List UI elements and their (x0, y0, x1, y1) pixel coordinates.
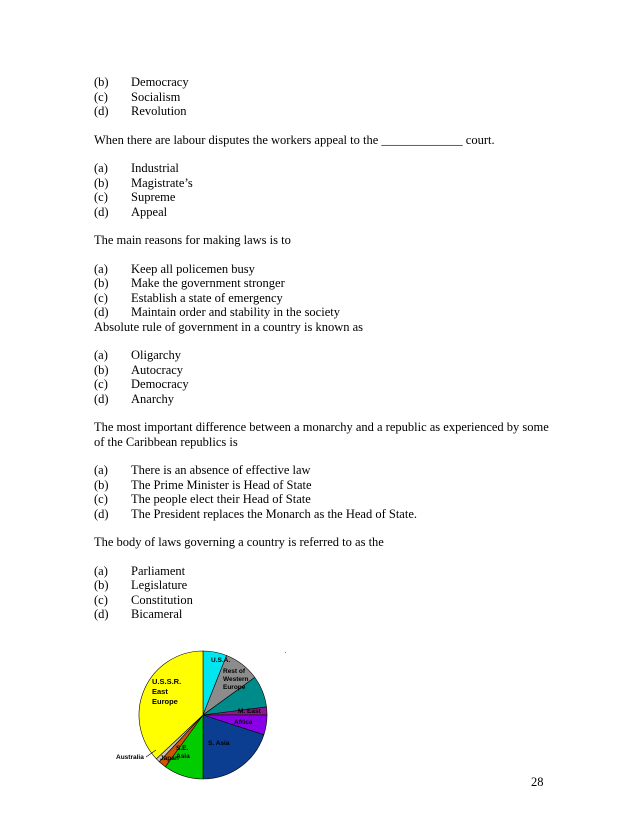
option-letter: (a) (94, 161, 108, 175)
option-row (94, 593, 554, 608)
option-letter: (d) (94, 506, 109, 521)
option-letter: (a) (94, 463, 108, 477)
option-text: The Prime Minister is Head of State (131, 477, 312, 492)
option-letter: (d) (94, 104, 109, 118)
pie-slice-label: Rest of Western Europe (223, 668, 249, 691)
option-letter: (a) (94, 261, 108, 276)
option-row (94, 291, 554, 306)
option-text: Industrial (131, 161, 179, 175)
option-letter: (c) (94, 492, 108, 506)
option-text: Maintain order and stability in the society (131, 305, 340, 319)
option-text: Oligarchy (131, 348, 181, 362)
question-text: The most important difference between a monarchy and a republic as experienced by some of the Caribbean republics is (94, 420, 549, 449)
option-letter: (d) (94, 607, 109, 621)
option-row (94, 305, 554, 320)
option-text: Constitution (131, 592, 193, 607)
option-letter: (c) (94, 290, 108, 305)
options-list (94, 564, 554, 622)
option-letter: (b) (94, 276, 109, 290)
option-letter: (a) (94, 563, 108, 578)
option-letter: (c) (94, 190, 108, 204)
option-text: Democracy (131, 377, 189, 391)
pie-slice-label: S. Asia (208, 740, 230, 747)
options-list (94, 262, 554, 320)
question-text: When there are labour disputes the workers appeal to the _____________ court. (94, 132, 495, 147)
option-row (94, 478, 554, 493)
option-text: Democracy (131, 75, 189, 89)
option-letter: (b) (94, 578, 109, 592)
options-list (94, 463, 554, 521)
option-text: The President replaces the Monarch as the Head of State. (131, 506, 418, 521)
option-text: Supreme (131, 190, 176, 204)
option-row (94, 161, 554, 176)
question-text: The main reasons for making laws is to (94, 233, 291, 247)
option-text: Establish a state of emergency (131, 290, 283, 305)
option-text: Keep all policemen busy (131, 261, 255, 276)
option-row (94, 348, 554, 363)
option-letter: (d) (94, 305, 109, 319)
option-letter: (d) (94, 391, 109, 406)
option-row (94, 262, 554, 277)
pie-chart (108, 646, 298, 786)
pie-slice-label: U.S.S.R. East Europe (152, 677, 182, 706)
pie-slice-label: Australia (116, 754, 144, 761)
option-row (94, 492, 554, 507)
option-row (94, 176, 554, 191)
options-list (94, 75, 554, 119)
option-row (94, 90, 554, 105)
option-letter: (b) (94, 477, 109, 492)
option-row (94, 507, 554, 522)
option-letter: (c) (94, 89, 108, 104)
options-list (94, 161, 554, 219)
options-list (94, 348, 554, 406)
option-text: There is an absence of effective law (131, 463, 311, 477)
option-text: The people elect their Head of State (131, 492, 311, 506)
option-row (94, 377, 554, 392)
option-row (94, 363, 554, 378)
option-row (94, 578, 554, 593)
option-row (94, 104, 554, 119)
pie-slice-label: Japan (160, 755, 179, 762)
option-row (94, 276, 554, 291)
option-text: Autocracy (131, 362, 184, 377)
option-text: Socialism (131, 89, 181, 104)
option-text: Parliament (131, 563, 186, 578)
option-letter: (c) (94, 377, 108, 391)
pie-slice-label: M. East (238, 708, 261, 715)
option-row (94, 75, 554, 90)
question-text: Absolute rule of government in a country is known as (94, 319, 364, 334)
option-letter: (b) (94, 75, 109, 89)
pie-chart-svg (108, 646, 298, 786)
pie-slice-label: S.E. Asia (176, 745, 190, 760)
option-row (94, 205, 554, 220)
option-row (94, 392, 554, 407)
option-text: Make the government stronger (131, 276, 285, 290)
page-number: 28 (531, 775, 544, 789)
option-letter: (a) (94, 348, 108, 362)
option-letter: (c) (94, 592, 108, 607)
question-content (94, 75, 554, 622)
option-row (94, 607, 554, 622)
option-text: Legislature (131, 578, 188, 592)
pie-slice-label: Africa (234, 719, 253, 726)
pie-slice-label: U.S.A. (211, 657, 231, 664)
option-letter: (b) (94, 175, 109, 190)
option-text: Anarchy (131, 391, 175, 406)
option-text: Revolution (131, 104, 187, 118)
option-text: Appeal (131, 204, 168, 219)
option-letter: (d) (94, 204, 109, 219)
option-text: Bicameral (131, 607, 183, 621)
option-text: Magistrate’s (131, 175, 193, 190)
option-row (94, 190, 554, 205)
option-row (94, 463, 554, 478)
option-letter: (b) (94, 362, 109, 377)
question-text: The body of laws governing a country is referred to as the (94, 535, 384, 549)
option-row (94, 564, 554, 579)
